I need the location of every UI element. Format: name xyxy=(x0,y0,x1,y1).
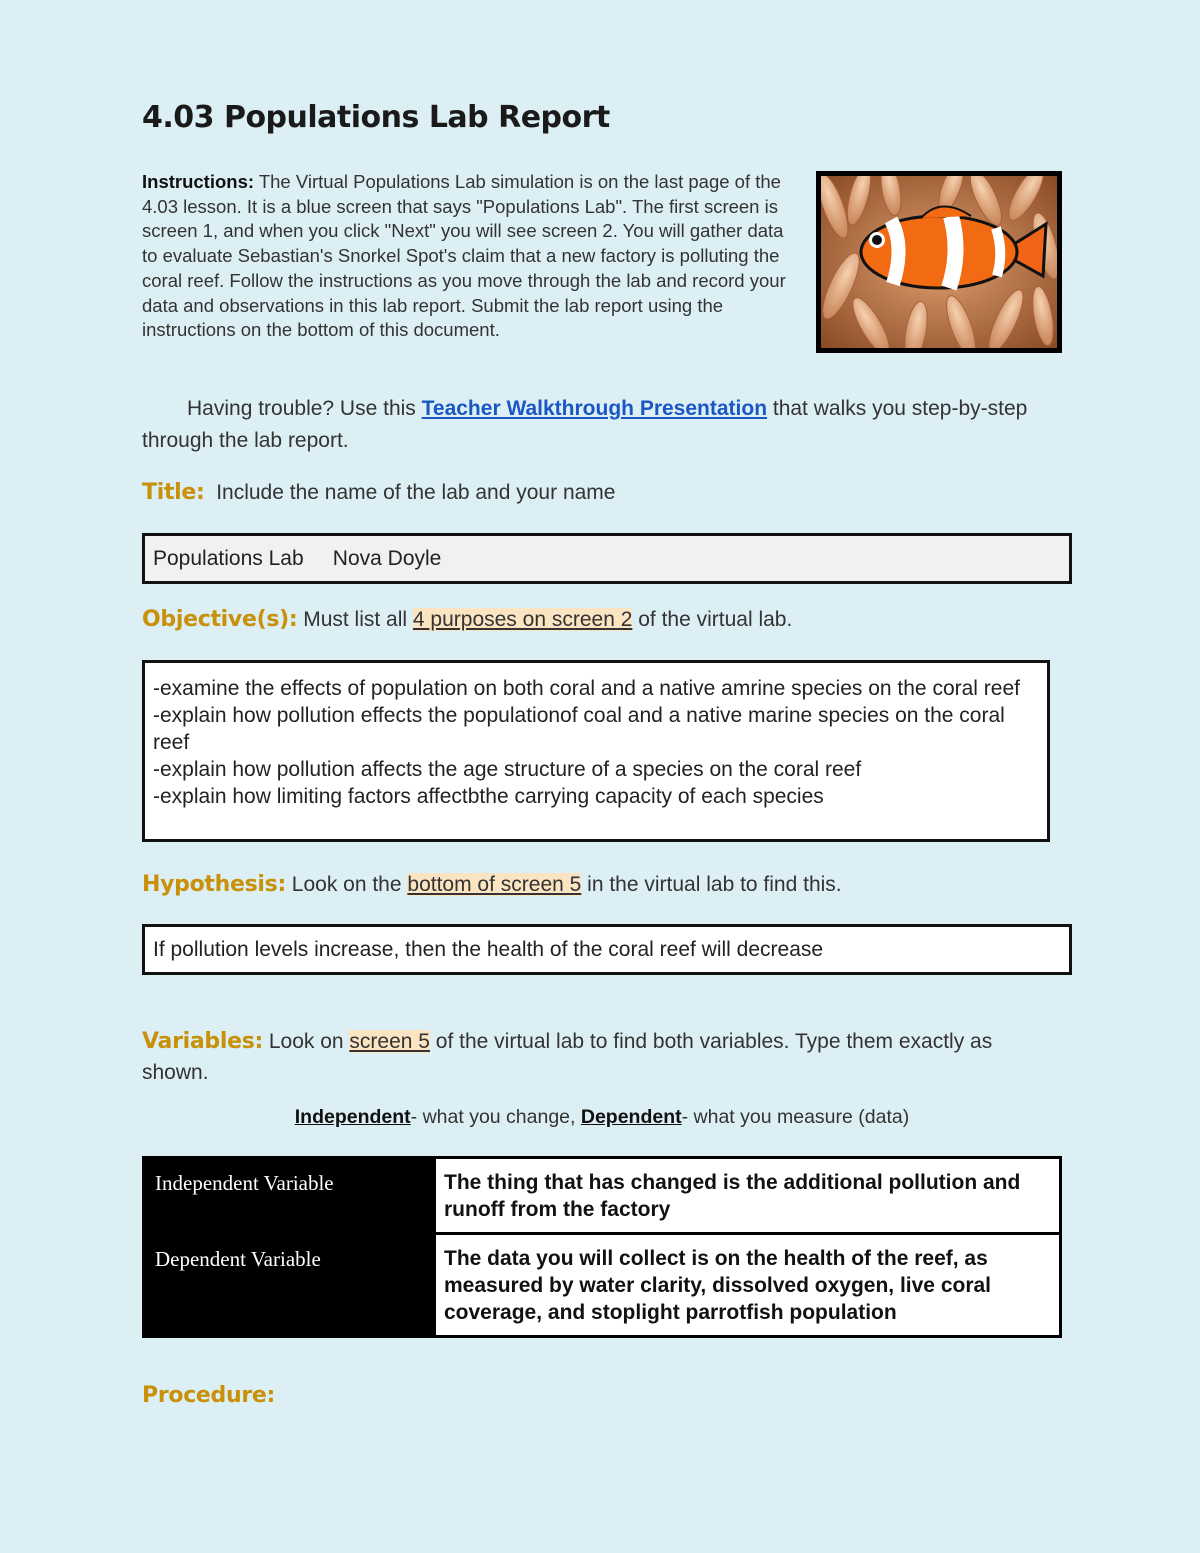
objective-item: -examine the effects of population on both coral and a native amrine species on the coral reef xyxy=(153,677,1020,700)
hypothesis-highlight: bottom of screen 5 xyxy=(407,873,582,896)
help-paragraph xyxy=(142,393,1062,457)
variables-table xyxy=(142,1156,1062,1338)
variable-definitions xyxy=(142,1106,1062,1129)
variables-prompt-after: of the virtual lab to find both variables. Type them exactly as shown. xyxy=(142,1030,993,1084)
dependent-term: Dependent xyxy=(580,1106,682,1128)
objectives-heading xyxy=(142,607,792,632)
hypothesis-label: Hypothesis: xyxy=(142,872,286,897)
title-label: Title: xyxy=(142,480,205,505)
procedure-label: Procedure: xyxy=(142,1383,276,1408)
instructions-text: The Virtual Populations Lab simulation is on the last page of the 4.03 lesson. It is a blue screen that says "Populations Lab". The first screen is screen 1, and when you click "Next" you will see screen 2. You will gather data to evaluate Sebastian's Snorkel Spot's claim that a new factory is polluting the coral reef. Follow the instructions as you move through the lab and record your data and observations in this lab report. Submit the lab report using the instructions on the bottom of this document. xyxy=(142,171,786,341)
dependent-variable-label: Dependent Variable xyxy=(144,1234,435,1337)
hypothesis-prompt-after: in the virtual lab to find this. xyxy=(581,873,842,896)
objectives-prompt-after: of the virtual lab. xyxy=(632,608,793,631)
independent-definition: - what you change, xyxy=(410,1106,581,1128)
procedure-heading xyxy=(142,1383,275,1408)
title-section-heading xyxy=(142,480,615,505)
help-text-before: Having trouble? Use this xyxy=(187,397,422,420)
instructions-paragraph xyxy=(142,170,802,343)
independent-variable-label: Independent Variable xyxy=(144,1158,435,1234)
title-prompt: Include the name of the lab and your name xyxy=(216,481,616,504)
objective-item: -explain how limiting factors affectbthe carrying capacity of each species xyxy=(153,785,824,808)
independent-term: Independent xyxy=(294,1106,411,1128)
table-row xyxy=(144,1158,1061,1234)
page-title: 4.03 Populations Lab Report xyxy=(142,100,610,135)
teacher-walkthrough-link[interactable]: Teacher Walkthrough Presentation xyxy=(421,397,768,420)
variables-label: Variables: xyxy=(142,1029,264,1054)
dependent-variable-answer[interactable]: The data you will collect is on the health of the reef, as measured by water clarity, dissolved oxygen, live coral coverage, and stoplight parrotfish population xyxy=(435,1234,1061,1337)
title-answer-field[interactable]: Populations Lab Nova Doyle xyxy=(142,533,1072,584)
table-row xyxy=(144,1234,1061,1337)
help-text-after: that walks you step-by-step through the lab report. xyxy=(142,397,1028,452)
variables-highlight: screen 5 xyxy=(349,1030,430,1053)
objectives-prompt-before: Must list all xyxy=(297,608,413,631)
objective-item: -explain how pollution effects the populationof coal and a native marine species on the coral reef xyxy=(153,704,1005,754)
variables-prompt-before: Look on xyxy=(263,1030,350,1053)
variables-heading xyxy=(142,1026,1062,1088)
independent-variable-answer[interactable]: The thing that has changed is the additional pollution and runoff from the factory xyxy=(435,1158,1061,1234)
dependent-definition: - what you measure (data) xyxy=(681,1106,910,1128)
clownfish-photo xyxy=(816,171,1062,353)
hypothesis-heading xyxy=(142,872,842,897)
objectives-answer-field[interactable] xyxy=(142,660,1050,842)
hypothesis-answer-field[interactable]: If pollution levels increase, then the health of the coral reef will decrease xyxy=(142,924,1072,975)
objectives-label: Objective(s): xyxy=(142,607,298,632)
objective-item: -explain how pollution affects the age structure of a species on the coral reef xyxy=(153,758,862,781)
objectives-highlight: 4 purposes on screen 2 xyxy=(412,608,633,631)
hypothesis-prompt-before: Look on the xyxy=(285,873,408,896)
clownfish-illustration xyxy=(821,176,1057,348)
instructions-label: Instructions: xyxy=(142,171,255,192)
